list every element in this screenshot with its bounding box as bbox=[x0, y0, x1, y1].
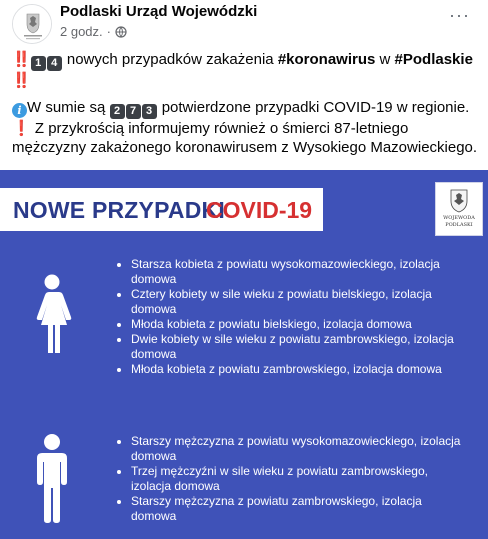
keycap-digit-3: 3 bbox=[142, 104, 157, 119]
graphic-title-bar bbox=[0, 188, 323, 231]
more-options-button[interactable] bbox=[449, 6, 470, 24]
woman-icon bbox=[32, 274, 72, 356]
women-cases-list bbox=[117, 257, 457, 377]
more-horizontal-icon: ··· bbox=[449, 5, 470, 25]
keycap-digit-4: 4 bbox=[47, 56, 62, 71]
post-message bbox=[12, 50, 480, 157]
emblem-line-1: WOJEWODA bbox=[443, 215, 475, 221]
keycap-digit-2: 2 bbox=[110, 104, 125, 119]
eagle-crest-icon bbox=[450, 189, 468, 213]
list-item: Cztery kobiety w sile wieku z powiatu bielskiego, izolacja domowa bbox=[117, 287, 457, 317]
post-connector: w bbox=[379, 51, 391, 68]
double-exclamation-icon: ‼️ bbox=[12, 72, 31, 89]
list-item: Starsza kobieta z powiatu wysokomazowieckiego, izolacja domowa bbox=[117, 257, 457, 287]
post-paragraph-1 bbox=[12, 50, 480, 90]
wojewoda-emblem bbox=[435, 182, 483, 236]
eagle-emblem-icon bbox=[13, 5, 52, 44]
post-line1-text: nowych przypadków zakażenia bbox=[66, 51, 274, 68]
info-icon: i bbox=[12, 103, 27, 118]
man-icon bbox=[30, 434, 74, 524]
globe-icon bbox=[115, 26, 127, 38]
meta-separator: · bbox=[106, 24, 111, 39]
post-header bbox=[0, 0, 488, 48]
list-item: Trzej mężczyźni w sile wieku z powiatu zambrowskiego, izolacja domowa bbox=[117, 464, 467, 494]
men-cases-list bbox=[117, 434, 467, 524]
list-item: Młoda kobieta z powiatu zambrowskiego, izolacja domowa bbox=[117, 362, 457, 377]
page-name-link[interactable]: Podlaski Urząd Wojewódzki bbox=[60, 3, 258, 20]
graphic-title-accent: COVID-19 bbox=[206, 197, 313, 223]
graphic-title-main: NOWE PRZYPADKI bbox=[13, 197, 225, 223]
page-avatar[interactable] bbox=[12, 4, 52, 44]
keycap-digit-1: 1 bbox=[31, 56, 46, 71]
keycap-digit-7: 7 bbox=[126, 104, 141, 119]
exclamation-icon: ❗ bbox=[12, 120, 31, 137]
list-item: Dwie kobiety w sile wieku z powiatu zambrowskiego, izolacja domowa bbox=[117, 332, 457, 362]
covid-cases-graphic[interactable] bbox=[0, 170, 488, 539]
sum-suffix: potwierdzone przypadki COVID-19 w regionie. bbox=[161, 99, 470, 116]
list-item: Starszy mężczyzna z powiatu zambrowskiego, izolacja domowa bbox=[117, 494, 467, 524]
post-paragraph-2 bbox=[12, 98, 480, 157]
sum-prefix: W sumie są bbox=[27, 99, 106, 116]
hashtag-podlaskie-link[interactable]: #Podlaskie bbox=[394, 51, 473, 68]
hashtag-koronawirus-link[interactable]: #koronawirus bbox=[277, 51, 376, 68]
list-item: Młoda kobieta z powiatu bielskiego, izolacja domowa bbox=[117, 317, 457, 332]
death-notice-text: Z przykrością informujemy również o śmierci 87-letniego mężczyzny zakażonego koronawirusem z Wysokiego Mazowieckiego. bbox=[12, 120, 478, 156]
double-exclamation-icon: ‼️ bbox=[12, 51, 31, 68]
post-timestamp[interactable]: 2 godz. bbox=[60, 24, 103, 39]
post-meta bbox=[60, 24, 127, 39]
list-item: Starszy mężczyzna z powiatu wysokomazowieckiego, izolacja domowa bbox=[117, 434, 467, 464]
emblem-line-2: PODLASKI bbox=[445, 222, 473, 228]
